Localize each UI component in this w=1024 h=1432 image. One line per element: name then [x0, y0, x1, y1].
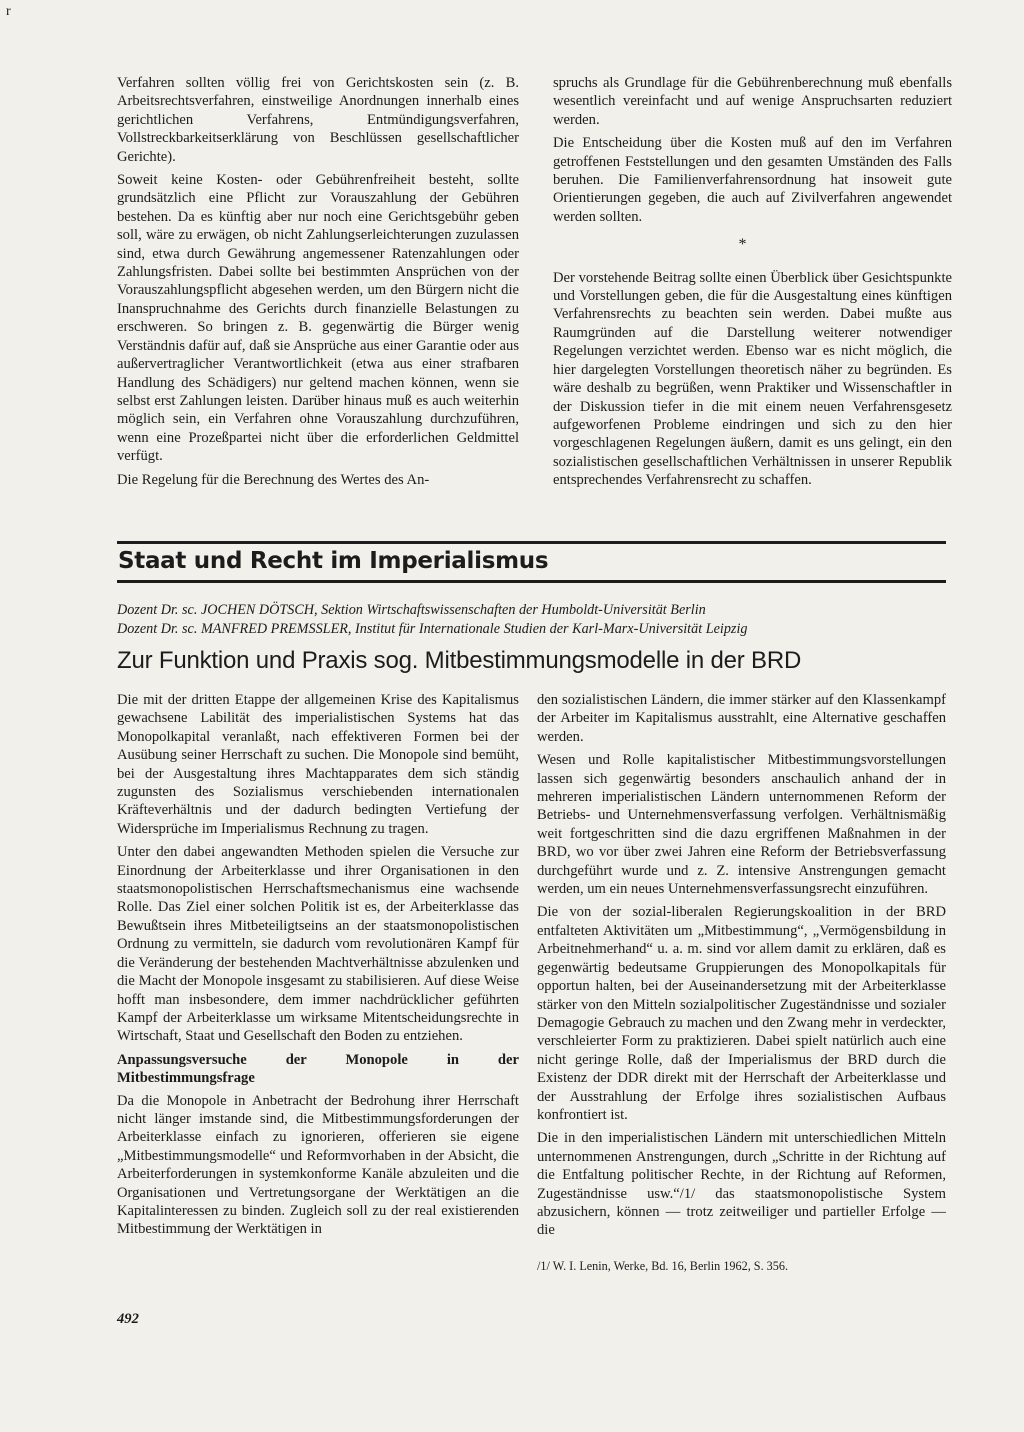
section-title: Staat und Recht im Imperialismus: [118, 548, 549, 574]
subheading: Anpassungsversuche der Monopole in der Mitbestimmungsfrage: [117, 1051, 519, 1087]
paragraph: Die in den imperialistischen Ländern mit unterschiedlichen Mitteln unternommenen Anstrengungen, durch „Schritte in der Richtung auf die Entfaltung politischer Rechte, in der Richtung auf Reformen, Zugeständnisse usw.“/1/ das staatsmonopolistische System abzusichern, können — trotz zeitweiliger und partieller Erfolge — die: [537, 1130, 946, 1239]
page-number: 492: [117, 1311, 139, 1327]
bottom-left-column: [117, 691, 519, 1244]
section-separator: *: [738, 236, 747, 254]
corner-mark: r: [6, 4, 11, 19]
paragraph: Die Entscheidung über die Kosten muß auf den im Verfahren getroffenen Feststellungen und den gesamten Umständen des Falls beruhen. Die Familienverfahrensordnung hat insoweit gute Orientierungen gegeben, die auch auf Zivilverfahren angewendet werden sollten.: [553, 135, 952, 225]
article-title: Zur Funktion und Praxis sog. Mitbestimmungsmodelle in der BRD: [117, 647, 802, 674]
paragraph: spruchs als Grundlage für die Gebührenberechnung muß ebenfalls wesentlich vereinfacht und auf wenige Anspruchsarten reduziert werden.: [553, 75, 952, 128]
paragraph: Da die Monopole in Anbetracht der Bedrohung ihrer Herrschaft nicht länger imstande sind, die Mitbestimmungsforderungen der Arbeiterklasse einfach zu ignorieren, offerieren sie eigene „Mitbestimmungsmodelle“ und Reformvorhaben in der Absicht, die Arbeiterforderungen in systemkonforme Kanäle abzuleiten und die Organisationen und Vertretungsorgane der Werktätigen an die Kapitalinteressen zu binden. Zugleich soll zu der real existierenden Mitbestimmung der Werktätigen in: [117, 1092, 519, 1238]
paragraph: Verfahren sollten völlig frei von Gerichtskosten sein (z. B. Arbeitsrechtsverfahren, einstweilige Anordnungen innerhalb eines gerichtlichen Verfahrens, Entmündigungsverfahren, Vollstreckbarkeitserklärung von Beschlüssen gesellschaftlicher Gerichte).: [117, 75, 519, 165]
paragraph: Die mit der dritten Etappe der allgemeinen Krise des Kapitalismus gewachsene Labilität des imperialistischen Systems hat das Monopolkapital veranlaßt, nach effektiveren Formen bei der Ausübung seiner Herrschaft zu suchen. Die Monopole sind bemüht, bei der Ausgestaltung ihres Machtapparates dem sich ständig zugunsten des Sozialismus verschiebenden internationalen Kräfteverhältnis und der dadurch bedingten Vertiefung der Widersprüche im Imperialismus Rechnung zu tragen.: [117, 692, 519, 837]
top-right-column: [553, 74, 952, 495]
footnote: /1/ W. I. Lenin, Werke, Bd. 16, Berlin 1962, S. 356.: [537, 1258, 788, 1273]
paragraph: Der vorstehende Beitrag sollte einen Überblick über Gesichtspunkte und Vorstellungen geben, die für die Ausgestaltung eines künftigen Verfahrensrechts zu beachten sein werden. Dabei mußte aus Raumgründen auf die Darstellung weiterer notwendiger Regelungen verzichtet werden. Ebenso war es nicht möglich, die hier dargelegten Vorstellungen theoretisch näher zu begründen. Es wäre deshalb zu begrüßen, wenn Praktiker und Wissenschaftler in der Diskussion tiefer in die mit einem neuen Verfahrensgesetz aufgeworfenen Probleme eindringen und sich zu den hier vorgeschlagenen Regelungen äußern, damit es uns gelingt, ein den sozialistischen gesellschaftlichen Verhältnissen in unserer Republik entsprechendes Verfahrensrecht zu schaffen.: [553, 269, 952, 489]
paragraph: Unter den dabei angewandten Methoden spielen die Versuche zur Einordnung der Arbeiterklasse und ihrer Organisationen in den staatsmonopolistischen Herrschaftsmechanismus eine wachsende Rolle. Das Ziel einer solchen Politik ist es, der Arbeiterklasse das Bewußtsein ihres Mitbeteiligtseins an der staatsmonopolistischen Ordnung zu vermitteln, sie dadurch vom revolutionären Kampf für die Veränderung der bestehenden Machtverhältnisse abzulenken und die Macht der Monopole insgesamt zu stabilisieren. Auf diese Weise hofft man insbesondere, dem immer nachdrücklicher geführten Kampf der Arbeiterklasse um wirksame Mitentscheidungsrechte in Wirtschaft, Staat und Gesellschaft den Boden zu entziehen.: [117, 844, 519, 1045]
section-rule-bottom: [117, 580, 946, 583]
paragraph: Die von der sozial-liberalen Regierungskoalition in der BRD entfalteten Aktivitäten um „Mitbestimmung“, „Vermögensbildung in Arbeitnehmerhand“ u. a. m. sind vor allem damit zu erklären, daß es gegenwärtig bedeutsame Gruppierungen des Monopolkapitals für opportun halten, bei der Auseinandersetzung mit der Arbeiterklasse stärker von den Mitteln sozialpolitischer Zugeständnisse und sozialer Demagogie Gebrauch zu machen und den Zwang mehr in verdeckter, verschleierter Form zu praktizieren. Dabei spielt natürlich auch eine nicht geringe Rolle, daß der Imperialismus der BRD durch die Existenz der DDR direkt mit der Herrschaft der Arbeiterklasse und der Ausstrahlung der Erfolge ihres sozialistischen Aufbaus konfrontiert ist.: [537, 904, 946, 1123]
author-line: Dozent Dr. sc. MANFRED PREMSSLER, Institut für Internationale Studien der Karl-Marx-Universität Leipzig: [117, 621, 748, 637]
author-line: Dozent Dr. sc. JOCHEN DÖTSCH, Sektion Wirtschaftswissenschaften der Humboldt-Universität Berlin: [117, 602, 706, 618]
section-rule-top: [117, 541, 946, 544]
bottom-right-column: [537, 691, 946, 1279]
paragraph: Die Regelung für die Berechnung des Wertes des An-: [117, 471, 430, 488]
paragraph: Wesen und Rolle kapitalistischer Mitbestimmungsvorstellungen lassen sich gegenwärtig besonders anschaulich anhand der in mehreren imperialistischen Ländern unternommenen Reform der Betriebs- und Unternehmensverfassung verfolgen. Verhältnismäßig weit fortgeschritten sind die dazu ergriffenen Maßnahmen in der BRD, wo vor über zwei Jahren eine Reform der Betriebsverfassung durchgeführt wurde und z. Z. intensive Anstrengungen gemacht werden, um ein neues Unternehmensverfassungsrecht einzuführen.: [537, 752, 946, 898]
paragraph: den sozialistischen Ländern, die immer stärker auf den Klassenkampf der Arbeiter im Kapitalismus ausstrahlt, eine Alternative geschaffen werden.: [537, 692, 946, 745]
top-left-column: [117, 74, 519, 494]
paragraph: Soweit keine Kosten- oder Gebührenfreiheit besteht, sollte grundsätzlich eine Pflicht zur Vorauszahlung der Gebühren bestehen. Da es künftig aber nur noch eine Gerichtsgebühr geben soll, wäre zu erwägen, ob nicht Zahlungserleichterungen zuzulassen sind, etwa durch Gewährung angemessener Ratenzahlungen oder Zahlungsfristen. Dabei sollte bei bestimmten Ansprüchen von der Vorauszahlungspflicht abgesehen werden, um den Bürgern nicht die Inanspruchnahme des Gerichts durch finanzielle Belastungen zu erschweren. So bringen z. B. gegenwärtig die Bürger wenig Verständnis dafür auf, daß sie Ansprüche aus einer Garantie oder aus außervertraglicher Verantwortlichkeit (etwa aus einer strafbaren Handlung des Schädigers) nur geltend machen können, wenn sie selbst erst Zahlungen leisten. Darüber hinaus muß es auch weiterhin möglich sein, ein Verfahren ohne Vorauszahlung durchzuführen, wenn eine Prozeßpartei nicht über die erforderlichen Geldmittel verfügt.: [117, 172, 519, 465]
